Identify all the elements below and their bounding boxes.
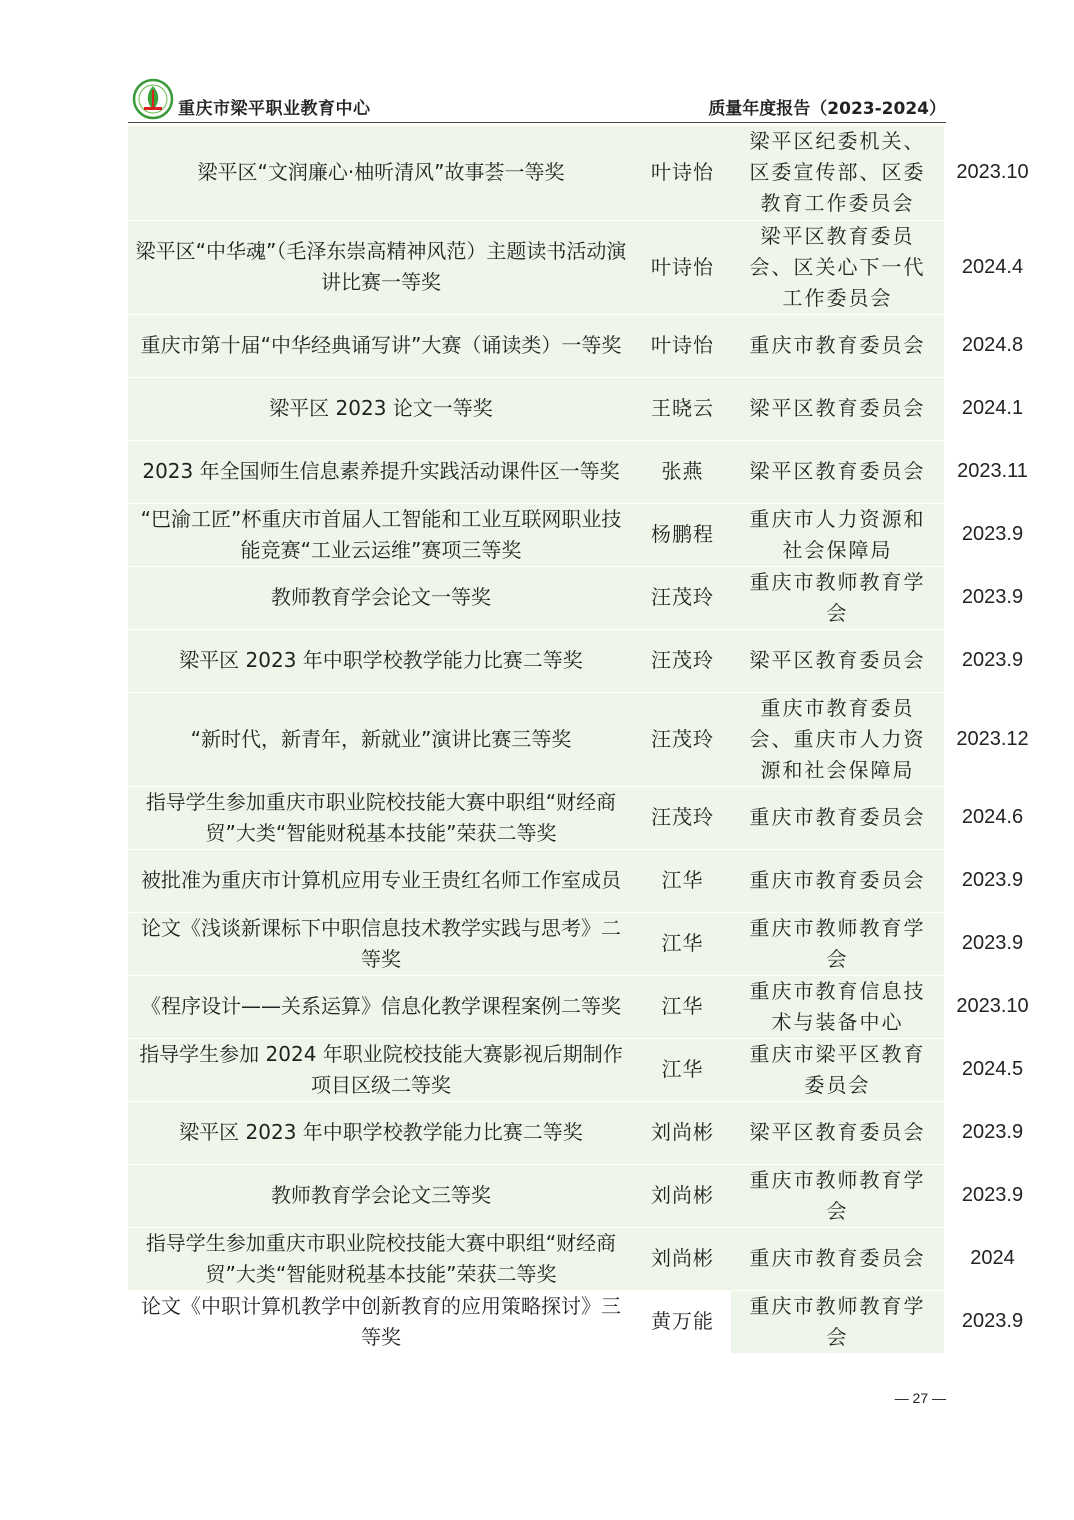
table-row: [128, 1038, 1041, 1101]
table-row: [128, 1164, 1041, 1227]
org-cell: 重庆市教育委员会: [731, 786, 944, 849]
award-cell: 《程序设计——关系运算》信息化教学课程案例二等奖: [128, 975, 634, 1038]
org-cell: 梁平区教育委员会: [731, 1101, 944, 1164]
award-cell: 梁平区 2023 论文一等奖: [128, 377, 634, 440]
date-cell: 2023.10: [944, 975, 1041, 1038]
award-cell: 教师教育学会论文一等奖: [128, 566, 634, 629]
date-cell: 2023.9: [944, 1290, 1041, 1353]
table-row: [128, 629, 1041, 692]
awards-table: [128, 126, 1041, 1354]
org-cell: 梁平区教育委员会、区关心下一代工作委员会: [731, 220, 944, 314]
date-cell: 2023.9: [944, 849, 1041, 912]
date-cell: 2023.9: [944, 566, 1041, 629]
name-cell: 汪茂玲: [634, 566, 731, 629]
award-cell: “新时代，新青年，新就业”演讲比赛三等奖: [128, 692, 634, 786]
date-cell: 2024.6: [944, 786, 1041, 849]
org-cell: 重庆市教师教育学会: [731, 912, 944, 975]
name-cell: 张燕: [634, 440, 731, 503]
table-row: [128, 786, 1041, 849]
name-cell: 江华: [634, 975, 731, 1038]
award-cell: 论文《浅谈新课标下中职信息技术教学实践与思考》二等奖: [128, 912, 634, 975]
award-cell: 指导学生参加 2024 年职业院校技能大赛影视后期制作项目区级二等奖: [128, 1038, 634, 1101]
org-cell: 重庆市教育信息技术与装备中心: [731, 975, 944, 1038]
date-cell: 2023.11: [944, 440, 1041, 503]
award-cell: 梁平区“文润廉心·柚听清风”故事荟一等奖: [128, 126, 634, 220]
award-cell: 重庆市第十届“中华经典诵写讲”大赛（诵读类）一等奖: [128, 314, 634, 377]
table-row: [128, 1290, 1041, 1353]
date-cell: 2023.9: [944, 629, 1041, 692]
org-cell: 重庆市梁平区教育委员会: [731, 1038, 944, 1101]
date-cell: 2023.9: [944, 1164, 1041, 1227]
page-number: — 27 —: [894, 1390, 946, 1406]
award-cell: 指导学生参加重庆市职业院校技能大赛中职组“财经商贸”大类“智能财税基本技能”荣获二等奖: [128, 1227, 634, 1290]
table-row: [128, 849, 1041, 912]
org-cell: 重庆市人力资源和社会保障局: [731, 503, 944, 566]
name-cell: 江华: [634, 912, 731, 975]
name-cell: 汪茂玲: [634, 786, 731, 849]
table-row: [128, 692, 1041, 786]
date-cell: 2024.5: [944, 1038, 1041, 1101]
date-cell: 2023.10: [944, 126, 1041, 220]
date-cell: 2024.1: [944, 377, 1041, 440]
org-cell: 梁平区教育委员会: [731, 629, 944, 692]
name-cell: 汪茂玲: [634, 629, 731, 692]
award-cell: 2023 年全国师生信息素养提升实践活动课件区一等奖: [128, 440, 634, 503]
name-cell: 江华: [634, 1038, 731, 1101]
name-cell: 黄万能: [634, 1290, 731, 1353]
award-cell: 梁平区 2023 年中职学校教学能力比赛二等奖: [128, 1101, 634, 1164]
school-logo-icon: [132, 78, 174, 120]
school-name: 重庆市梁平职业教育中心: [178, 99, 371, 119]
award-cell: “巴渝工匠”杯重庆市首届人工智能和工业互联网职业技能竞赛“工业云运维”赛项三等奖: [128, 503, 634, 566]
name-cell: 刘尚彬: [634, 1164, 731, 1227]
report-title: 质量年度报告（2023-2024）: [708, 99, 946, 119]
table-row: [128, 1227, 1041, 1290]
table-row: [128, 220, 1041, 314]
table-row: [128, 377, 1041, 440]
date-cell: 2023.9: [944, 1101, 1041, 1164]
name-cell: 叶诗怡: [634, 220, 731, 314]
org-cell: 重庆市教育委员会、重庆市人力资源和社会保障局: [731, 692, 944, 786]
table-row: [128, 1101, 1041, 1164]
table-row: [128, 975, 1041, 1038]
table-row: [128, 314, 1041, 377]
org-cell: 梁平区纪委机关、区委宣传部、区委教育工作委员会: [731, 126, 944, 220]
org-cell: 梁平区教育委员会: [731, 377, 944, 440]
table-row: [128, 566, 1041, 629]
org-cell: 重庆市教育委员会: [731, 1227, 944, 1290]
date-cell: 2024.4: [944, 220, 1041, 314]
date-cell: 2023.12: [944, 692, 1041, 786]
table-row: [128, 126, 1041, 220]
award-cell: 论文《中职计算机教学中创新教育的应用策略探讨》三等奖: [128, 1290, 634, 1353]
table-row: [128, 440, 1041, 503]
table-row: [128, 912, 1041, 975]
date-cell: 2023.9: [944, 503, 1041, 566]
date-cell: 2023.9: [944, 912, 1041, 975]
date-cell: 2024.8: [944, 314, 1041, 377]
name-cell: 江华: [634, 849, 731, 912]
org-cell: 重庆市教师教育学会: [731, 566, 944, 629]
name-cell: 杨鹏程: [634, 503, 731, 566]
date-cell: 2024: [944, 1227, 1041, 1290]
award-cell: 梁平区“中华魂”（毛泽东崇高精神风范）主题读书活动演讲比赛一等奖: [128, 220, 634, 314]
name-cell: 汪茂玲: [634, 692, 731, 786]
award-cell: 梁平区 2023 年中职学校教学能力比赛二等奖: [128, 629, 634, 692]
name-cell: 刘尚彬: [634, 1101, 731, 1164]
award-cell: 教师教育学会论文三等奖: [128, 1164, 634, 1227]
org-cell: 重庆市教师教育学会: [731, 1290, 944, 1353]
name-cell: 叶诗怡: [634, 314, 731, 377]
org-cell: 重庆市教育委员会: [731, 314, 944, 377]
award-cell: 被批准为重庆市计算机应用专业王贵红名师工作室成员: [128, 849, 634, 912]
org-cell: 梁平区教育委员会: [731, 440, 944, 503]
name-cell: 叶诗怡: [634, 126, 731, 220]
org-cell: 重庆市教师教育学会: [731, 1164, 944, 1227]
name-cell: 王晓云: [634, 377, 731, 440]
name-cell: 刘尚彬: [634, 1227, 731, 1290]
table-row: [128, 503, 1041, 566]
page-header: [128, 78, 946, 123]
award-cell: 指导学生参加重庆市职业院校技能大赛中职组“财经商贸”大类“智能财税基本技能”荣获二等奖: [128, 786, 634, 849]
org-cell: 重庆市教育委员会: [731, 849, 944, 912]
